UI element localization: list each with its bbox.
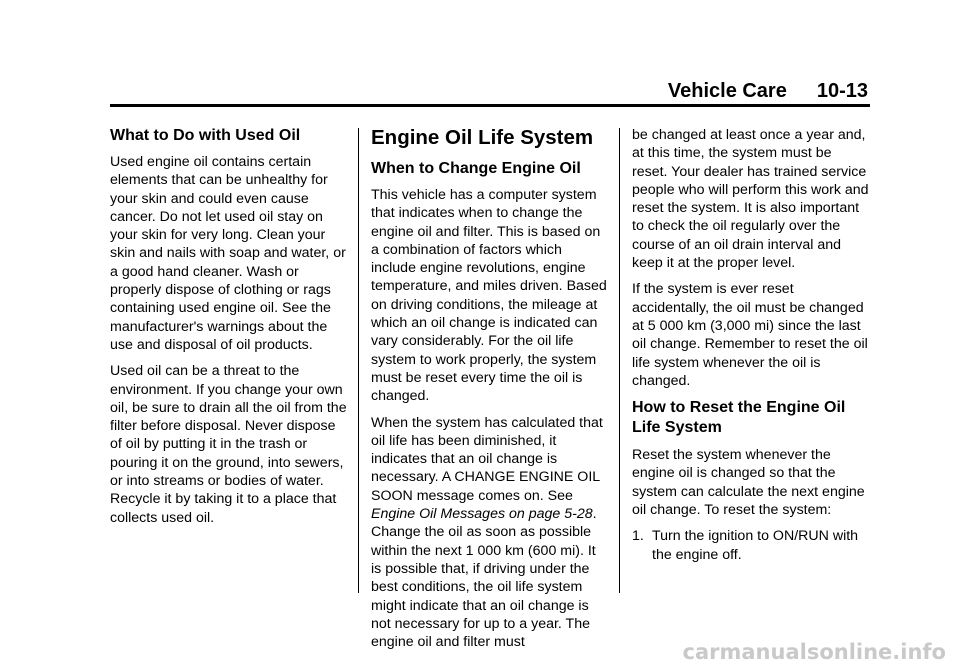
reset-step-1 [632, 527, 870, 564]
when-to-change-heading: When to Change Engine Oil [371, 160, 581, 177]
column-1 [110, 126, 348, 535]
column-divider-2 [619, 128, 620, 593]
oil-life-paragraph-3: be changed at least once a year and, at this time, the system must be reset. Your dealer has trained service people who will perform this work and reset the system. It is also important to check the oil regularly over the course of an oil drain interval and keep it at the proper level. [632, 127, 869, 272]
reset-heading: How to Reset the Engine Oil Life System [632, 399, 846, 437]
cross-reference-link[interactable]: Engine Oil Messages on page 5-28 [371, 506, 593, 523]
oil-life-paragraph-2 [371, 414, 609, 652]
column-2 [371, 126, 609, 659]
page-number: 10-13 [816, 80, 868, 102]
oil-life-paragraph-2-end: . Change the oil as soon as possible within the next 1 000 km (600 mi). It is possible that, if driving under the best conditions, the oil life system might indicate that an oil change is not necessary for up to a year. The engine oil and filter must [371, 506, 597, 651]
used-oil-paragraph-2: Used oil can be a threat to the environment. If you change your own oil, be sure to drain all the oil from the filter before disposal. Never dispose of oil by putting it in the trash or pouring it on the ground, into sewers, or into streams or bodies of water. Recycle it by taking it to a place that collects used oil. [110, 363, 347, 526]
column-divider-1 [358, 128, 359, 593]
section-title: Vehicle Care [667, 80, 787, 102]
step-text: Turn the ignition to ON/RUN with the engine off. [652, 528, 859, 563]
oil-life-paragraph-2-start: When the system has calculated that oil life has been diminished, it indicates that an oil change is necessary. A CHANGE ENGINE OIL SOON message comes on. See [371, 414, 603, 504]
oil-life-paragraph-4: If the system is ever reset accidentally, the oil must be changed at 5 000 km (3,000 mi) since the last oil change. Remember to reset the oil life system whenever the oil is changed. [632, 281, 868, 389]
column-3 [632, 126, 870, 564]
oil-life-paragraph-1: This vehicle has a computer system that indicates when to change the engine oil and filter. This is based on a combination of factors which include engine revolutions, engine temperature, and miles driven. Based on driving conditions, the mileage at which an oil change is indicated can vary considerably. For the oil life system to work properly, the system must be reset every time the oil is changed. [371, 187, 607, 405]
watermark: carmanualsonline.info [682, 640, 946, 664]
reset-paragraph: Reset the system whenever the engine oil is changed so that the system can calculate the next engine oil change. To reset the system: [632, 447, 865, 519]
step-number: 1. [632, 528, 644, 545]
page-header [668, 80, 868, 103]
section-heading: Engine Oil Life System [371, 126, 594, 149]
used-oil-heading: What to Do with Used Oil [110, 127, 301, 144]
header-rule [110, 104, 870, 107]
used-oil-paragraph-1: Used engine oil contains certain elements that can be unhealthy for your skin and could even cause cancer. Do not let used oil stay on your skin for very long. Clean your skin and nails with soap and water, or a good hand cleaner. Wash or properly dispose of clothing or rags containing used engine oil. See the manufacturer's warnings about the use and disposal of oil products. [110, 154, 346, 353]
